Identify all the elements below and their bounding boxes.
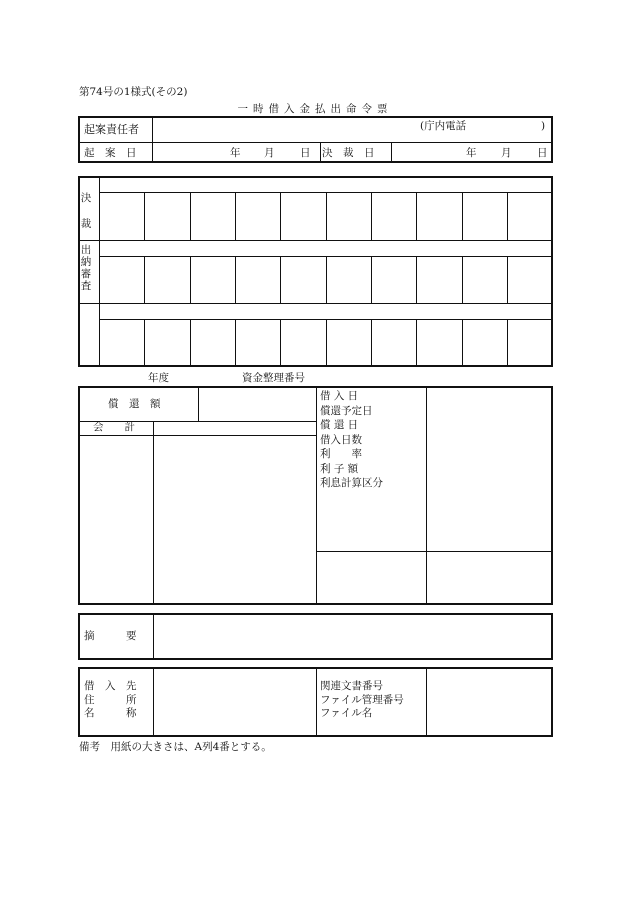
- repayment-amount-label: 償 還 額: [108, 398, 161, 410]
- decision-day: 日: [537, 147, 548, 159]
- accounting-label: 会 計: [93, 421, 135, 433]
- form-title: 一時借入金払出命令票: [237, 103, 393, 115]
- document-labels: 関連文書番号 ファイル管理番号 ファイル名: [320, 680, 404, 719]
- lender-labels: 借 入 先 住 所 名 称: [84, 680, 137, 719]
- draft-date-label: 起 案 日: [84, 147, 137, 159]
- audit-vertical-label: 出 納 審 査: [80, 244, 92, 292]
- form-number: 第74号の1様式(その2): [79, 86, 188, 98]
- responsible-field[interactable]: [152, 118, 312, 140]
- draft-month: 月: [264, 147, 275, 159]
- draft-day: 日: [300, 147, 311, 159]
- paper-size-note: 備考 用紙の大きさは、A列4番とする。: [79, 741, 272, 753]
- fund-number-label: 資金整理番号: [242, 372, 305, 384]
- phone-label: (庁内電話: [420, 120, 467, 132]
- phone-field[interactable]: [472, 118, 538, 136]
- decision-vertical-label: 決 裁: [80, 192, 92, 230]
- draft-date-field[interactable]: [152, 142, 226, 160]
- decision-year: 年: [466, 147, 477, 159]
- fiscal-year-label: 年度: [148, 372, 169, 384]
- loan-info-field[interactable]: [427, 390, 549, 548]
- decision-date-field[interactable]: [392, 142, 462, 160]
- lender-field[interactable]: [155, 670, 311, 733]
- decision-month: 月: [501, 147, 512, 159]
- approval-stamp-grid: [78, 176, 553, 367]
- draft-year: 年: [230, 147, 241, 159]
- phone-close: ): [541, 120, 546, 132]
- repayment-amount-field[interactable]: [198, 390, 312, 418]
- responsible-label: 起案責任者: [84, 123, 139, 136]
- document-field[interactable]: [427, 670, 549, 733]
- decision-date-label: 決 裁 日: [322, 147, 375, 159]
- summary-field[interactable]: [155, 616, 549, 656]
- summary-label: 摘 要: [84, 630, 137, 642]
- loan-info-labels: 借 入 日 償還予定日 償 還 日 借入日数 利 率 利 子 額 利息計算区分: [320, 390, 383, 489]
